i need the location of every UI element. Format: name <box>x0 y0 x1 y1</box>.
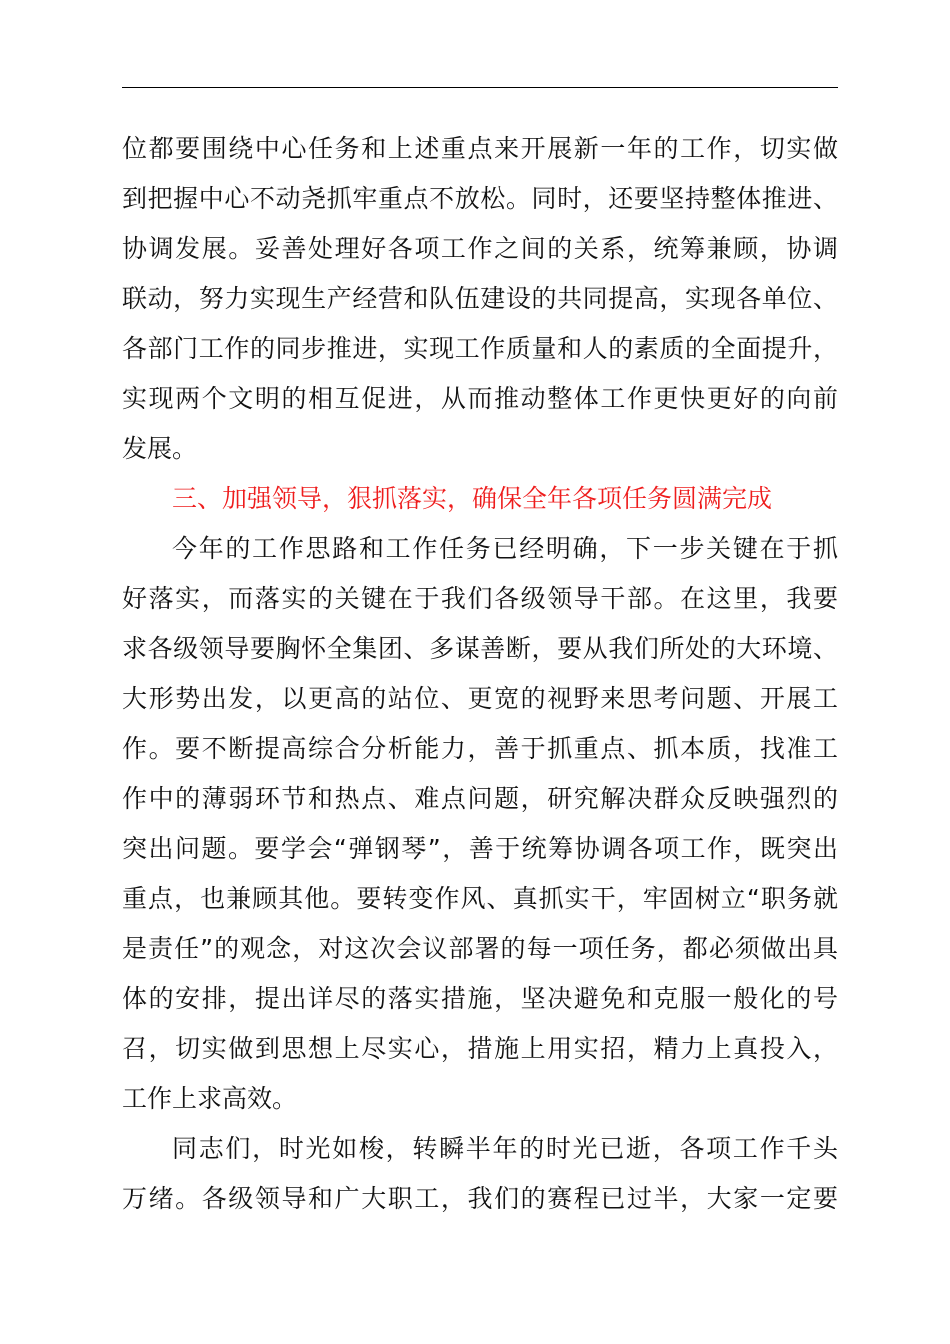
text-line: 同志们，时光如梭，转瞬半年的时光已逝，各项工作千头 <box>172 1134 838 1163</box>
text-line: 重点，也兼顾其他。要转变作风、真抓实干，牢固树立“职务就 <box>122 884 838 913</box>
text-line: 万绪。各级领导和广大职工，我们的赛程已过半，大家一定要 <box>122 1184 838 1213</box>
text-line: 求各级领导要胸怀全集团、多谋善断，要从我们所处的大环境、 <box>122 634 838 663</box>
paragraph-2 <box>122 524 838 1124</box>
text-line: 联动，努力实现生产经营和队伍建设的共同提高，实现各单位、 <box>122 284 838 313</box>
text-line: 作中的薄弱环节和热点、难点问题，研究解决群众反映强烈的 <box>122 784 838 813</box>
text-line: 大形势出发，以更高的站位、更宽的视野来思考问题、开展工 <box>122 684 838 713</box>
text-line: 工作上求高效。 <box>122 1084 298 1113</box>
text-line: 是责任”的观念，对这次会议部署的每一项任务，都必须做出具 <box>122 934 838 963</box>
text-line: 到把握中心不动尧抓牢重点不放松。同时，还要坚持整体推进、 <box>122 184 838 213</box>
text-line: 作。要不断提高综合分析能力，善于抓重点、抓本质，找准工 <box>122 734 838 763</box>
document-body <box>122 124 838 1224</box>
text-line: 突出问题。要学会“弹钢琴”，善于统筹协调各项工作，既突出 <box>122 834 838 863</box>
header-rule <box>122 87 838 88</box>
text-line: 召，切实做到思想上尽实心，措施上用实招，精力上真投入， <box>122 1034 838 1063</box>
text-line: 好落实，而落实的关键在于我们各级领导干部。在这里，我要 <box>122 584 838 613</box>
text-line: 各部门工作的同步推进，实现工作质量和人的素质的全面提升， <box>122 334 838 363</box>
text-line: 体的安排，提出详尽的落实措施，坚决避免和克服一般化的号 <box>122 984 838 1013</box>
paragraph-1 <box>122 124 838 474</box>
section-heading-text: 三、加强领导，狠抓落实，确保全年各项任务圆满完成 <box>172 484 773 513</box>
paragraph-3 <box>122 1124 838 1224</box>
text-line: 实现两个文明的相互促进，从而推动整体工作更快更好的向前 <box>122 384 838 413</box>
text-line: 发展。 <box>122 434 198 463</box>
section-heading <box>122 474 838 524</box>
text-line: 今年的工作思路和工作任务已经明确，下一步关键在于抓 <box>172 534 838 563</box>
text-line: 协调发展。妥善处理好各项工作之间的关系，统筹兼顾，协调 <box>122 234 838 263</box>
text-line: 位都要围绕中心任务和上述重点来开展新一年的工作，切实做 <box>122 134 838 163</box>
